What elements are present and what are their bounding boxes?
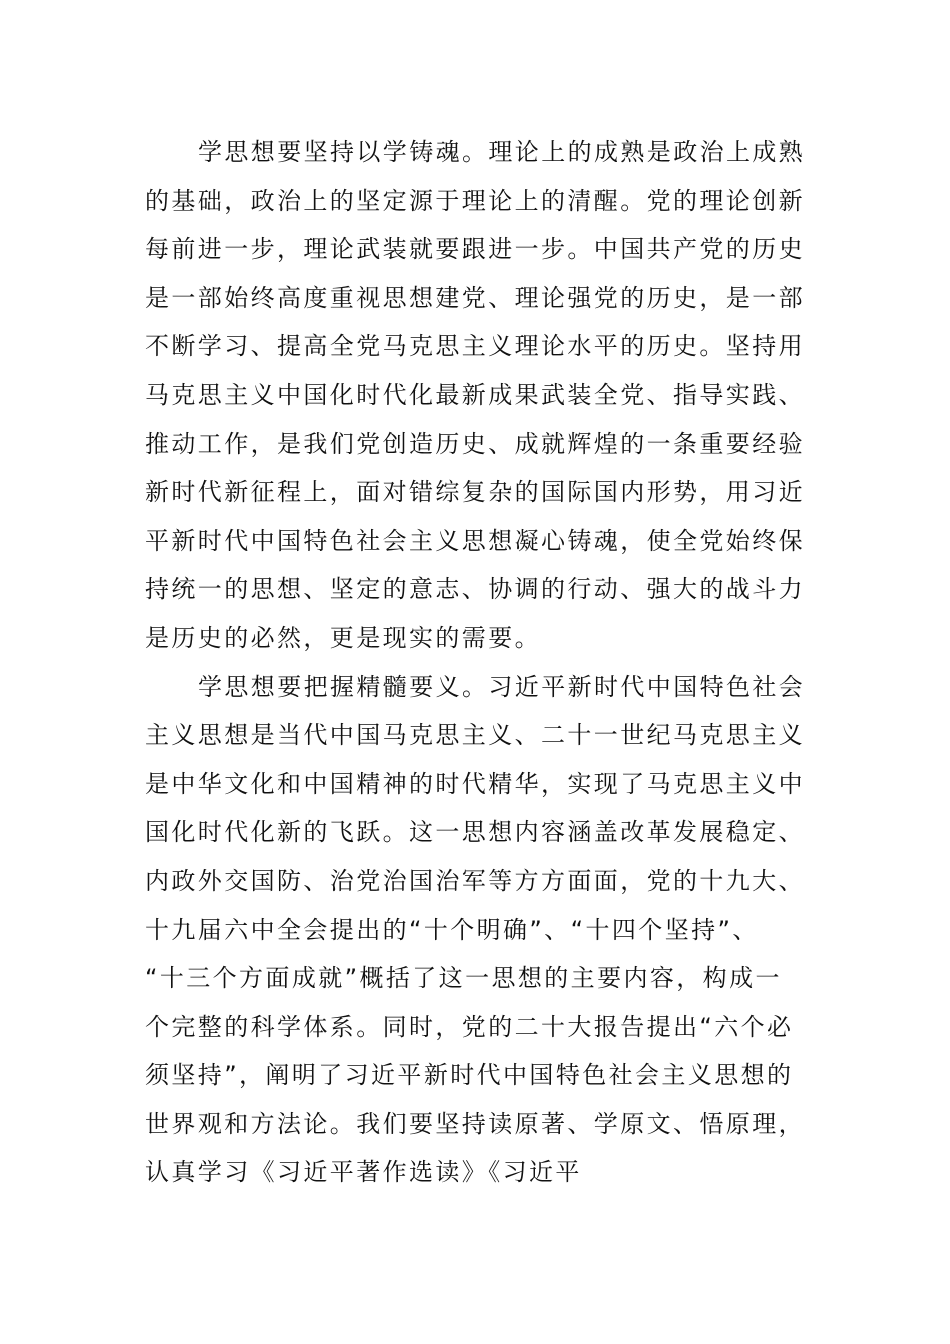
text-line: 每前进一步，理论武装就要跟进一步。中国共产党的历史	[145, 235, 805, 264]
text-line: 须坚持”，阐明了习近平新时代中国特色社会主义思想的	[145, 1061, 794, 1090]
text-line: 平新时代中国特色社会主义思想凝心铸魂，使全党始终保	[145, 526, 805, 555]
text-line: 主义思想是当代中国马克思主义、二十一世纪马克思主义	[145, 721, 805, 750]
paragraph	[145, 128, 825, 663]
text-line: 个完整的科学体系。同时，党的二十大报告提出“六个必	[145, 1012, 794, 1041]
text-line: “十三个方面成就”概括了这一思想的主要内容，构成一	[145, 964, 782, 993]
text-line: 学思想要把握精髓要义。习近平新时代中国特色社会	[198, 672, 806, 701]
text-line: 十九届六中全会提出的“十个明确”、“十四个坚持”、	[145, 915, 759, 944]
text-line: 认真学习《习近平著作选读》《习近平	[145, 1158, 582, 1187]
text-line: 是一部始终高度重视思想建党、理论强党的历史，是一部	[145, 283, 805, 312]
text-line: 持统一的思想、坚定的意志、协调的行动、强大的战斗力	[145, 575, 805, 604]
text-line: 不断学习、提高全党马克思主义理论水平的历史。坚持用	[145, 332, 805, 361]
text-line: 世界观和方法论。我们要坚持读原著、学原文、悟原理，	[145, 1109, 805, 1138]
text-line: 马克思主义中国化时代化最新成果武装全党、指导实践、	[145, 380, 805, 409]
paragraph	[145, 663, 825, 1198]
text-line: 是中华文化和中国精神的时代精华，实现了马克思主义中	[145, 769, 805, 798]
text-line: 是历史的必然，更是现实的需要。	[145, 623, 541, 652]
text-line: 的基础，政治上的坚定源于理论上的清醒。党的理论创新	[145, 186, 805, 215]
text-line: 推动工作，是我们党创造历史、成就辉煌的一条重要经验	[145, 429, 805, 458]
text-line: 国化时代化新的飞跃。这一思想内容涵盖改革发展稳定、	[145, 818, 805, 847]
text-line: 内政外交国防、治党治国治军等方方面面，党的十九大、	[145, 866, 805, 895]
text-line: 学思想要坚持以学铸魂。理论上的成熟是政治上成熟	[198, 138, 806, 166]
text-line: 新时代新征程上，面对错综复杂的国际国内形势，用习近	[145, 478, 805, 507]
document-page	[145, 128, 825, 1197]
